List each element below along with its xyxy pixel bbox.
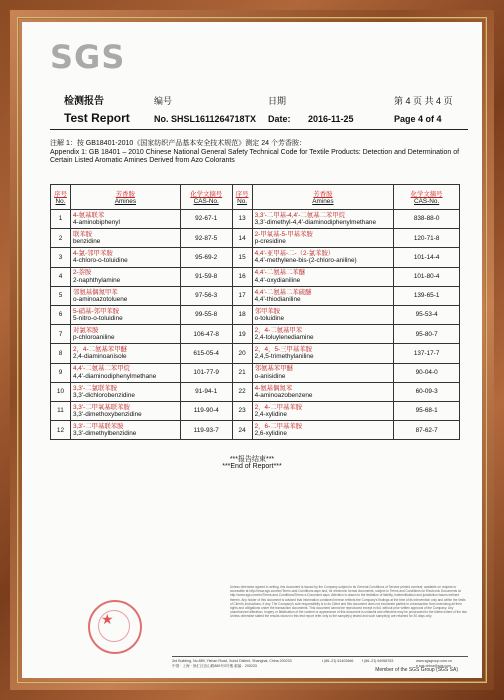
row-number-cell: 22 — [232, 382, 252, 401]
amine-name-cell: 3,3'-二氯联苯胺 3,3'-dichlorobenzidine — [70, 382, 180, 401]
amine-name-cell: 2，6-二甲基苯胺 2,6-xylidine — [252, 421, 394, 440]
row-number-cell: 19 — [232, 325, 252, 344]
col-cas-right: 化学文摘号 CAS-No. — [394, 185, 460, 210]
table-row — [51, 344, 460, 363]
cas-number-cell: 92-67-1 — [180, 210, 232, 229]
cas-number-cell: 91-59-8 — [180, 267, 232, 286]
cas-number-cell: 101-77-9 — [180, 363, 232, 382]
table-row — [51, 382, 460, 401]
row-number-cell: 24 — [232, 421, 252, 440]
end-of-report-cn: ***报告结束*** — [229, 456, 275, 463]
cas-number-cell: 106-47-8 — [180, 325, 232, 344]
amine-name-cell: 4-氯-邻甲苯胺 4-chloro-o-toluidine — [70, 248, 180, 267]
report-page — [22, 22, 482, 678]
cas-number-cell: 95-80-7 — [394, 325, 460, 344]
terms-fine-print: Unless otherwise agreed in writing, this document is issued by the Company subject to its General Conditions of Service printed overleaf, available on request or accessible at http://www.sgs.com/en/Terms-and-Conditions.aspx and, for electronic format documents, subject to Terms and Conditions for Electronic Documents at http://www.sgs.com/en/Terms-and-Conditions/Terms-e-Document.aspx. Attention is drawn to the limitation of liability, indemnification and jurisdiction issues defined therein. Any holder of this document is advised that information contained hereon reflects the Company's findings at the time of its intervention only and within the limits of Client's instructions, if any. The Company's sole responsibility is to its Client and this document does not exonerate parties to a transaction from exercising all their rights and obligations under the transaction documents. This document cannot be reproduced except in full, without prior written approval of the Company. Any unauthorized alteration, forgery or falsification of the content or appearance of this document is unlawful and offenders may be prosecuted to the fullest extent of the law. Unless otherwise stated the results shown in this test report refer only to the sample(s) tested and such sample(s) are retained for 30 days only. — [230, 585, 468, 619]
table-row — [51, 421, 460, 440]
amine-name-cell: 对氯苯胺 p-chloroaniline — [70, 325, 180, 344]
company-seal — [88, 600, 142, 654]
appendix-en: Appendix 1: GB 18401 – 2010 Chinese National General Safety Technical Code for Textile Products: Detection and Determination of Certain Listed Aromatic Amines Derived from Azo Colorants — [50, 149, 460, 165]
amine-name-cell: 4-氨基偶氮苯 4-aminoazobenzene — [252, 382, 394, 401]
row-number-cell: 9 — [51, 363, 71, 382]
table-header-row — [51, 185, 460, 210]
cas-number-cell: 92-87-5 — [180, 229, 232, 248]
row-number-cell: 5 — [51, 286, 71, 305]
telephone: t (86–21) 61402666 — [322, 659, 354, 663]
table-row — [51, 325, 460, 344]
cas-number-cell: 97-56-3 — [180, 286, 232, 305]
cas-number-cell: 95-69-2 — [180, 248, 232, 267]
amine-name-cell: 联苯胺 benzidine — [70, 229, 180, 248]
report-number: No. SHSL1611264718TX — [154, 114, 257, 124]
row-number-cell: 11 — [51, 401, 71, 420]
amines-table — [50, 184, 460, 440]
cas-number-cell: 60-09-3 — [394, 382, 460, 401]
amine-name-cell: 4,4'-二氨基二苯硫醚 4,4'-thiodianiline — [252, 286, 394, 305]
table-row — [51, 401, 460, 420]
amine-name-cell: 2，4-二甲基苯胺 2,4-xylidine — [252, 401, 394, 420]
amine-name-cell: 邻氨基苯甲醚 o-anisidine — [252, 363, 394, 382]
title-cn: 检测报告 — [64, 96, 104, 107]
fax: f (86–21) 64958763 — [362, 659, 394, 663]
table-row — [51, 267, 460, 286]
table-row — [51, 229, 460, 248]
table-row — [51, 305, 460, 324]
amine-name-cell: 2-甲氧基-5-甲基苯胺 p-cresidine — [252, 229, 394, 248]
row-number-cell: 15 — [232, 248, 252, 267]
cas-number-cell: 95-53-4 — [394, 305, 460, 324]
cas-number-cell: 615-05-4 — [180, 344, 232, 363]
member-line: Member of the SGS Group (SGS SA) — [375, 667, 458, 673]
seal-star-icon: ★ — [101, 611, 114, 627]
amine-name-cell: 3,3'-二甲基联苯胺 3,3'-dimethylbenzidine — [70, 421, 180, 440]
amine-name-cell: 3,3'-二甲氧基联苯胺 3,3'-dimethoxybenzidine — [70, 401, 180, 420]
col-amine: 芳香胺 Amines — [70, 185, 180, 210]
cas-number-cell: 90-04-0 — [394, 363, 460, 382]
amine-name-cell: 4,4'-二氨基二苯甲烷 4,4'-diaminodiphenylmethane — [70, 363, 180, 382]
table-row — [51, 286, 460, 305]
page-en: Page 4 of 4 — [394, 114, 442, 124]
row-number-cell: 14 — [232, 229, 252, 248]
cas-number-cell: 87-62-7 — [394, 421, 460, 440]
address-cn: 中国 · 上海 · 徐汇区宜山路889号3号楼 邮编：200233 — [172, 664, 257, 668]
table-row — [51, 248, 460, 267]
cas-number-cell: 119-93-7 — [180, 421, 232, 440]
row-number-cell: 13 — [232, 210, 252, 229]
row-number-cell: 8 — [51, 344, 71, 363]
cas-number-cell: 91-94-1 — [180, 382, 232, 401]
row-number-cell: 16 — [232, 267, 252, 286]
cas-number-cell: 101-80-4 — [394, 267, 460, 286]
date-label: Date: — [268, 114, 291, 124]
amine-name-cell: 2，4-二氨基甲苯 2,4-toluylenediamine — [252, 325, 394, 344]
date-cn: 日期 — [268, 96, 287, 106]
row-number-cell: 1 — [51, 210, 71, 229]
cas-number-cell: 95-68-1 — [394, 401, 460, 420]
row-number-cell: 2 — [51, 229, 71, 248]
row-number-cell: 4 — [51, 267, 71, 286]
col-amine-right: 芳香胺 Amines — [252, 185, 394, 210]
sgs-logo: SGS — [50, 38, 126, 76]
cas-number-cell: 101-14-4 — [394, 248, 460, 267]
table-row — [51, 363, 460, 382]
cas-number-cell: 120-71-8 — [394, 229, 460, 248]
row-number-cell: 7 — [51, 325, 71, 344]
cas-number-cell: 119-90-4 — [180, 401, 232, 420]
amine-name-cell: 4-氨基联苯 4-aminobiphenyl — [70, 210, 180, 229]
cas-number-cell: 139-65-1 — [394, 286, 460, 305]
row-number-cell: 20 — [232, 344, 252, 363]
col-no-right: 序号 No. — [232, 185, 252, 210]
row-number-cell: 12 — [51, 421, 71, 440]
row-number-cell: 17 — [232, 286, 252, 305]
number-cn: 编号 — [154, 96, 173, 106]
address-en: 3rd Building, No.889, Yishan Road, Xuhui District, Shanghai, China 200233 — [172, 659, 292, 663]
table-row — [51, 210, 460, 229]
amine-name-cell: 3,3'-二甲基-4,4'-二氨基二苯甲烷 3,3'-dimethyl-4,4'-diaminodiphenylmethane — [252, 210, 394, 229]
cas-number-cell: 838-88-0 — [394, 210, 460, 229]
website: www.sgsgroup.com.cn — [416, 659, 452, 663]
row-number-cell: 6 — [51, 305, 71, 324]
amine-name-cell: 2，4-二氨基苯甲醚 2,4-diaminoanisole — [70, 344, 180, 363]
row-number-cell: 21 — [232, 363, 252, 382]
cas-number-cell: 137-17-7 — [394, 344, 460, 363]
appendix-cn: 注解 1：按 GB18401-2010《国家纺织产品基本安全技术规范》测定 24 个芳香胺： — [50, 140, 306, 147]
amine-name-cell: 2，4，5-三甲基苯胺 2,4,5-trimethylaniline — [252, 344, 394, 363]
footer-rule — [172, 656, 468, 657]
header-rule — [50, 129, 468, 130]
date-value: 2016-11-25 — [308, 114, 354, 124]
row-number-cell: 18 — [232, 305, 252, 324]
amine-name-cell: 2-萘胺 2-naphthylamine — [70, 267, 180, 286]
amine-name-cell: 4,4'-亚甲基-二-（2-氯苯胺） 4,4'-methylene-bis-(2-chloro-aniline) — [252, 248, 394, 267]
amine-name-cell: 5-硝基-邻甲苯胺 5-nitro-o-toluidine — [70, 305, 180, 324]
email: e sgs.china@sgs.com — [416, 664, 452, 668]
end-of-report-en: ***End of Report*** — [222, 463, 282, 470]
title-en: Test Report — [64, 111, 130, 125]
row-number-cell: 23 — [232, 401, 252, 420]
amine-name-cell: 邻甲苯胺 o-toluidine — [252, 305, 394, 324]
amine-name-cell: 邻氨基偶氮甲苯 o-aminoazotoluene — [70, 286, 180, 305]
col-no: 序号 No. — [51, 185, 71, 210]
row-number-cell: 10 — [51, 382, 71, 401]
amine-name-cell: 4,4'-二氨基二苯醚 4,4'-oxydianiline — [252, 267, 394, 286]
cas-number-cell: 99-55-8 — [180, 305, 232, 324]
page-cn: 第 4 页 共 4 页 — [394, 96, 453, 106]
row-number-cell: 3 — [51, 248, 71, 267]
col-cas: 化学文摘号 CAS-No. — [180, 185, 232, 210]
